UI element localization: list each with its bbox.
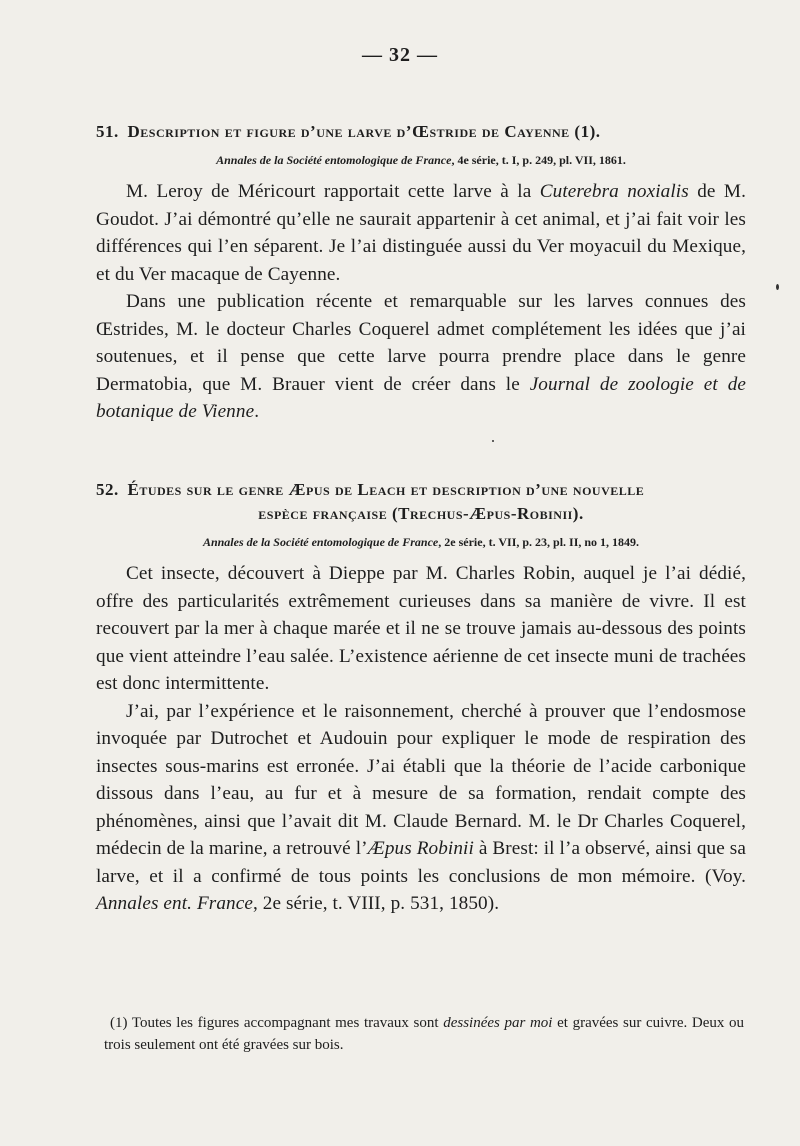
section-52 (96, 478, 746, 918)
section-52-heading-line1 (96, 478, 746, 502)
section-52-paragraph-2 (96, 698, 746, 918)
paper-speck (776, 284, 779, 290)
text-run: . (254, 401, 260, 422)
section-51-paragraph-2 (96, 288, 746, 426)
section-52-reference (96, 534, 746, 550)
italic-run: dessinées par moi (443, 1015, 553, 1031)
italic-run: Annales ent. France (96, 893, 253, 914)
section-51-heading (96, 120, 746, 144)
section-52-number: 52. (96, 480, 119, 499)
section-51-reference (96, 152, 746, 168)
page-number: — 32 — (362, 44, 438, 66)
text-run: Toutes les figures accompagnant mes travaux sont (127, 1015, 444, 1031)
section-52-ref-details: , 2e série, t. VII, p. 23, pl. II, no 1, 1849. (438, 535, 640, 549)
section-51-footnote-ref: (1). (574, 122, 601, 141)
footnote (104, 1012, 744, 1056)
section-51-ref-details: , 4e série, t. I, p. 249, pl. VII, 1861. (451, 153, 626, 167)
section-52-paragraph-1 (96, 560, 746, 698)
paper-speck (492, 440, 494, 442)
italic-run: Æpus Robinii (367, 838, 474, 859)
italic-run: Cuterebra noxialis (539, 181, 689, 202)
text-run: , 2e série, t. VIII, p. 531, 1850). (252, 893, 500, 914)
section-52-heading-line2: espèce française (Trechus-Æpus-Robinii). (258, 504, 584, 523)
section-52-title-line1: Études sur le genre Æpus de Leach et description d’une nouvelle (127, 480, 645, 499)
section-51-paragraph-1 (96, 178, 746, 288)
section-51-title: Description et figure d’une larve d’Œstride de Cayenne (127, 122, 570, 141)
section-51 (96, 120, 746, 426)
section-52-ref-journal: Annales de la Société entomologique de France (202, 535, 439, 549)
footnote-marker: (1) (110, 1015, 128, 1031)
text-run: et gravées sur cuivre. Deux ou trois seulement ont été gravées sur bois. (104, 1015, 744, 1053)
text-run: J’ai, par l’expérience et le raisonnement, cherché à prouver que l’endosmose invoquée par Dutrochet et Audouin pour expliquer le mode de respiration des insectes sous-marins est erronée. J’ai établi que la théorie de l’acide carbonique dissous dans l’eau, au fur et à mesure de sa formation, rendait compte des phénomènes, ainsi que l’avait dit M. Claude Bernard. M. le Dr Charles Coquerel, médecin de la marine, a retrouvé l’ (96, 700, 746, 859)
italic-run: Journal de zoologie et de botanique de Vienne (96, 373, 746, 422)
text-run: à Brest: il l’a observé, ainsi que sa larve, et il a confirmé de tous points les conclusions de mon mémoire. (Voy. (96, 838, 746, 887)
text-run: M. Leroy de Méricourt rapportait cette larve à la (126, 181, 540, 202)
text-run: de M. Goudot. J’ai démontré qu’elle ne saurait appartenir à cet animal, et j’ai fait voir les différences qui l’en séparent. Je l’ai distinguée aussi du Ver moyacuil du Mexique, et du Ver macaque de Cayenne. (96, 181, 746, 285)
section-51-ref-journal: Annales de la Société entomologique de France (216, 153, 452, 167)
text-run: Cet insecte, découvert à Dieppe par M. Charles Robin, auquel je l’ai dédié, offre des particularités extrêmement curieuses dans sa manière de vivre. Il est recouvert par la mer à chaque marée et il ne se trouve jamais au-dessous des points que vient atteindre l’eau salée. L’existence aérienne de cet insecte muni de trachées est donc intermittente. (96, 563, 746, 694)
section-51-number: 51. (96, 122, 119, 141)
text-run: Dans une publication récente et remarquable sur les larves connues des Œstrides, M. le docteur Charles Coquerel admet complétement les idées que j’ai soutenues, et il pense que cette larve pourra prendre place dans le genre Dermatobia, que M. Brauer vient de créer dans le (96, 291, 746, 395)
